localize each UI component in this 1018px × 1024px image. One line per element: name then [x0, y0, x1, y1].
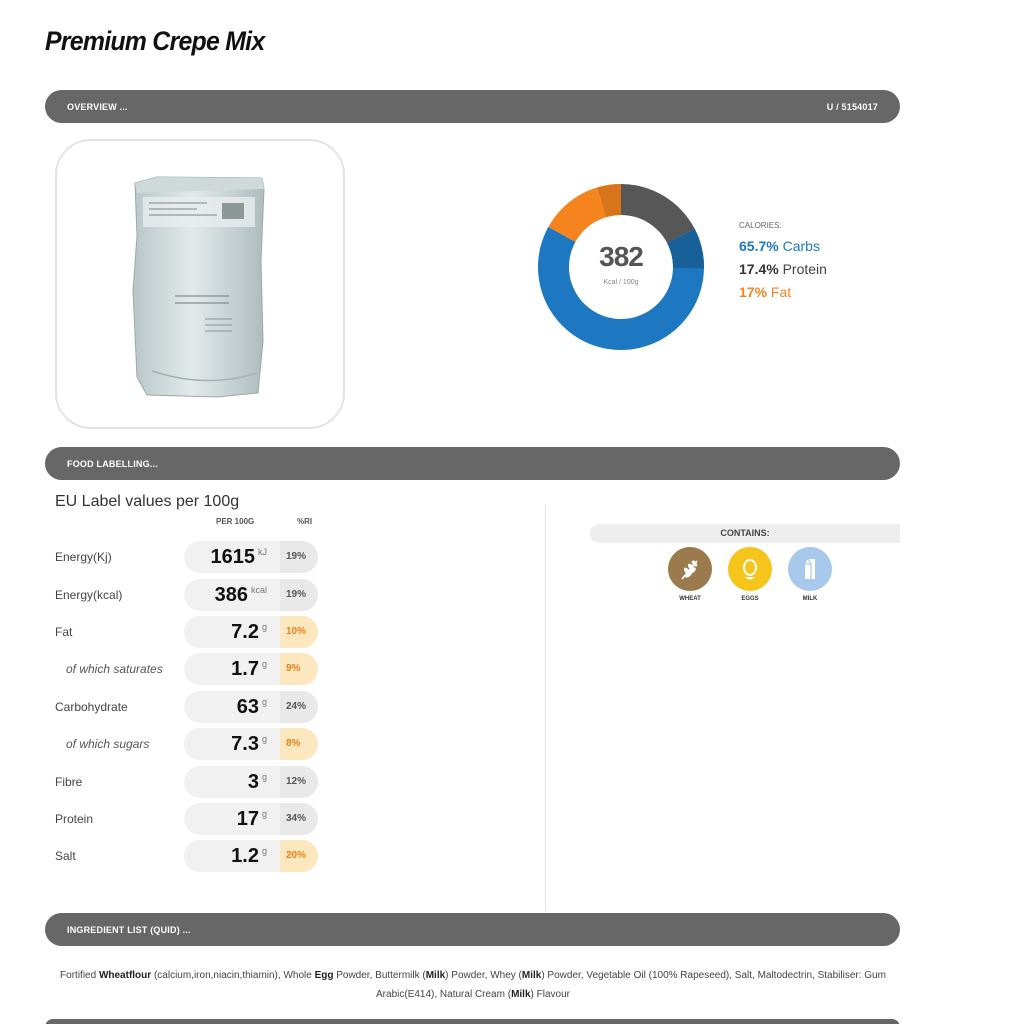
- ri-percent: 10%: [280, 616, 318, 648]
- allergen-eggs: [727, 547, 773, 602]
- nutrition-row-energy-kcal: [55, 579, 320, 611]
- calories-caption: CALORIES:: [739, 221, 782, 230]
- nutrition-row-energy-kj: [55, 541, 320, 573]
- allergen-name: MILK: [802, 596, 818, 602]
- legend-carbs: [739, 238, 827, 254]
- nutrient-unit: g: [261, 809, 267, 819]
- nutrient-label: Energy(kcal): [55, 588, 123, 602]
- calories-legend: [739, 221, 827, 307]
- nutrition-row-sugars: [55, 728, 320, 760]
- nutrient-label: Salt: [55, 849, 76, 863]
- donut-slice-protein: [621, 184, 695, 243]
- ri-percent: 20%: [280, 840, 318, 872]
- nutrient-unit: g: [261, 659, 267, 669]
- nutrition-row-salt: [55, 840, 320, 872]
- calories-unit: Kcal / 100g: [603, 279, 639, 286]
- nutrient-unit: g: [261, 734, 267, 744]
- nutrient-label: Protein: [55, 812, 94, 826]
- nutrition-row-carbohydrate: [55, 691, 320, 723]
- nutrient-label: Fibre: [55, 775, 83, 789]
- product-code: U / 5154017: [826, 101, 878, 112]
- ri-percent: 12%: [280, 766, 318, 798]
- nutrient-value: 1.2: [231, 845, 259, 867]
- nutrient-label: Fat: [55, 625, 73, 639]
- allergen-milk: [787, 547, 833, 602]
- ri-header: %RI: [297, 517, 313, 526]
- food-labelling-section-bar[interactable]: [45, 447, 900, 480]
- wheat-icon: [668, 547, 712, 591]
- nutrient-unit: g: [261, 697, 267, 707]
- nutrient-unit: g: [261, 846, 267, 856]
- eu-label-title: EU Label values per 100g: [55, 493, 240, 510]
- nutrient-unit: kcal: [250, 585, 267, 595]
- calories-value: 382: [599, 241, 643, 272]
- legend-fat-pct: 17%: [739, 284, 768, 300]
- legend-protein-name: Protein: [782, 261, 827, 277]
- allergen-name: EGGS: [741, 596, 759, 602]
- legend-protein: [739, 261, 827, 277]
- legend-fat: [739, 284, 827, 300]
- nutrition-row-fibre: [55, 766, 320, 798]
- nutrient-label: Energy(Kj): [55, 550, 112, 564]
- ri-percent: 9%: [280, 653, 318, 685]
- nutrient-value: 386: [214, 584, 248, 606]
- allergen-wheat: [667, 547, 713, 602]
- next-section-bar[interactable]: [45, 1019, 900, 1024]
- ri-percent: 24%: [280, 691, 318, 723]
- nutrient-unit: g: [261, 622, 267, 632]
- nutrient-label: of which sugars: [66, 737, 150, 751]
- allergen-name: WHEAT: [679, 596, 701, 602]
- ingredient-list-label: INGREDIENT LIST (QUID) ...: [67, 924, 191, 935]
- column-divider: [545, 505, 546, 910]
- nutrient-value: 1.7: [231, 658, 259, 680]
- nutrient-value: 7.3: [231, 733, 259, 755]
- legend-protein-pct: 17.4%: [739, 261, 779, 277]
- overview-label: OVERVIEW ...: [67, 101, 128, 112]
- ri-percent: 19%: [280, 541, 318, 573]
- calories-donut-chart: [537, 183, 705, 351]
- milk-icon: [788, 547, 832, 591]
- nutrient-value: 3: [247, 771, 259, 793]
- nutrient-value: 1615: [210, 546, 255, 568]
- ingredient-list-section-bar[interactable]: [45, 913, 900, 946]
- legend-carbs-pct: 65.7%: [739, 238, 779, 254]
- ingredient-list-text: Fortified Wheatflour (calcium,iron,niacin,thiamin), Whole Egg Powder, Buttermilk (Milk) Powder, Whey (Milk) Powder, Vegetable Oil (100% Rapeseed), Salt, Maltodectrin, Stabiliser: Gum Arabic(E414), Natural Cream (Milk) Flavour: [60, 970, 886, 1000]
- nutrient-unit: kJ: [258, 547, 267, 557]
- page-title: Premium Crepe Mix: [45, 26, 265, 56]
- nutrition-row-protein: [55, 803, 320, 835]
- legend-fat-name: Fat: [770, 284, 792, 300]
- legend-carbs-name: Carbs: [782, 238, 820, 254]
- egg-icon: [728, 547, 772, 591]
- product-image-card: [55, 139, 345, 429]
- food-labelling-label: FOOD LABELLING...: [67, 458, 158, 469]
- ri-percent: 19%: [280, 579, 318, 611]
- per-100g-header: PER 100G: [216, 517, 255, 526]
- nutrient-unit: g: [261, 772, 267, 782]
- ri-percent: 34%: [280, 803, 318, 835]
- nutrient-label: of which saturates: [66, 662, 163, 676]
- nutrient-value: 63: [236, 696, 259, 718]
- nutrient-value: 7.2: [231, 621, 259, 643]
- ri-percent: 8%: [280, 728, 318, 760]
- flour-sack-image: [57, 141, 347, 431]
- nutrition-row-saturates: [55, 653, 320, 685]
- overview-section-bar[interactable]: [45, 90, 900, 123]
- nutrition-row-fat: [55, 616, 320, 648]
- nutrient-label: Carbohydrate: [55, 700, 128, 714]
- nutrient-value: 17: [236, 808, 259, 830]
- contains-header: CONTAINS:: [590, 524, 900, 543]
